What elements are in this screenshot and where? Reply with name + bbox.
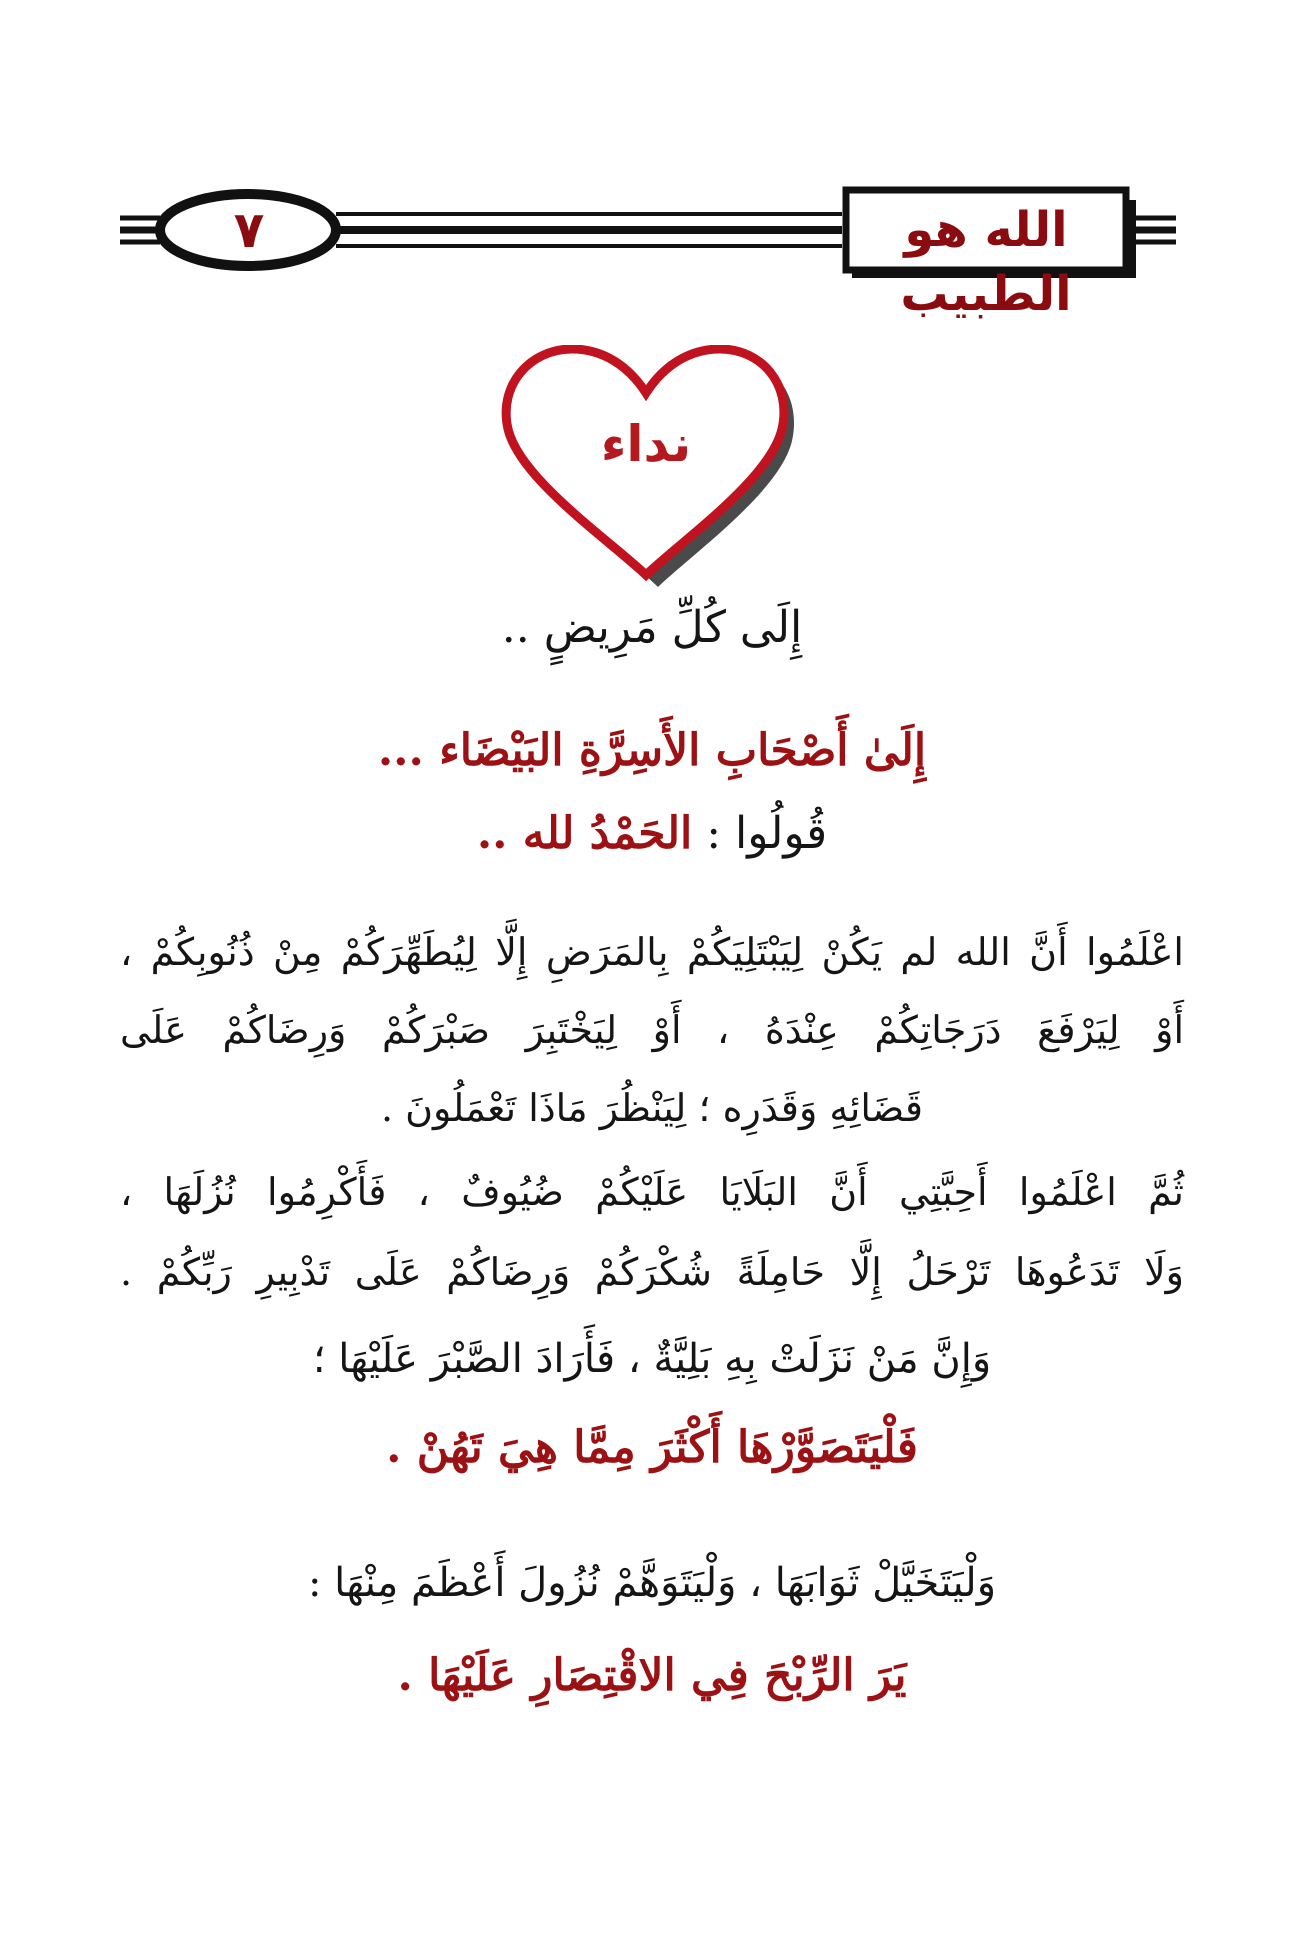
say-label: قُولُوا :: [706, 808, 828, 859]
chapter-title: الله هو الطبيب: [900, 202, 1072, 322]
say-line: [90, 808, 1214, 859]
heart-title: نداء: [600, 415, 692, 473]
para2-line2: وَلَا تَدَعُوهَا تَرْحَلُ إِلَّا حَامِلَةً شُكْرَكُمْ وَرِضَاكُمْ عَلَى تَدْبِيرِ رَبِّكُمْ .: [120, 1250, 1184, 1294]
say-phrase: الحَمْدُ لله ..: [476, 808, 693, 859]
heart-badge: [496, 345, 796, 590]
para1-line2: أَوْ لِيَرْفَعَ دَرَجَاتِكُمْ عِنْدَهُ ، أَوْ لِيَخْتَبِرَ صَبْرَكُمْ وَرِضَاكُمْ عَلَى: [120, 1008, 1184, 1052]
red-heading-3: يَرَ الرِّبْحَ فِي الاقْتِصَارِ عَلَيْهَا .: [397, 1650, 907, 1701]
intro-line: إِلَى كُلِّ مَرِيضٍ ..: [501, 602, 803, 653]
red-heading-2: فَلْيَتَصَوَّرْهَا أَكْثَرَ مِمَّا هِيَ تَهُنْ .: [386, 1422, 918, 1473]
para1-line1: اعْلَمُوا أَنَّ الله لم يَكُنْ لِيَبْتَلِيَكُمْ بِالمَرَضِ إِلَّا لِيُطَهِّرَكُمْ مِنْ ذُنُوبِكُمْ ،: [120, 930, 1184, 974]
para4-line1: وَلْيَتَخَيَّلْ ثَوَابَهَا ، وَلْيَتَوَهَّمْ نُزُولَ أَعْظَمَ مِنْهَا :: [307, 1560, 997, 1606]
page-number: ٧: [233, 201, 265, 259]
red-heading-1: إِلَىٰ أَصْحَابِ الأَسِرَّةِ البَيْضَاء ...: [377, 725, 927, 776]
para1-line3: قَضَائِهِ وَقَدَرِه ؛ لِيَنْظُرَ مَاذَا تَعْمَلُونَ .: [380, 1086, 924, 1130]
para2-line1: ثُمَّ اعْلَمُوا أَحِبَّتِي أَنَّ البَلَايَا عَلَيْكُمْ ضُيُوفٌ ، فَأَكْرِمُوا نُزُلَهَا ،: [120, 1170, 1184, 1214]
para3-line1: وَإِنَّ مَنْ نَزَلَتْ بِهِ بَلِيَّةٌ ، فَأَرَادَ الصَّبْرَ عَلَيْهَا ؛: [312, 1336, 992, 1382]
page-header: [0, 0, 1304, 322]
